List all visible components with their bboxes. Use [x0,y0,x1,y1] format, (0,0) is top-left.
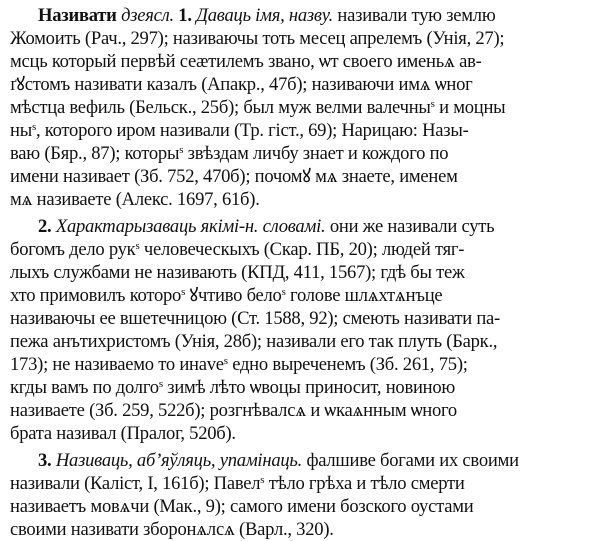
sense-number: 2. [38,216,52,237]
text-line: ваю (Бяр., 87); которы$^s$ звѣздам личбу знает и кождого по [10,143,449,164]
superscript-mark: s [179,144,184,156]
text-line: хто примовилъ которо$^s$ ꙋчтиво бело$^s$ голове шлѧхтѧнъце [10,285,443,306]
sense-3 [10,449,589,541]
sense-definition: Характарызаваць якімі-н. словамі. [55,216,326,237]
text-line [10,4,589,27]
superscript-mark: s [430,98,435,110]
superscript-mark: s [158,378,163,390]
superscript-mark: s [31,121,36,133]
text-line: 173); не називаемо то инаᴠе$^s$ едно выреченемъ (Зб. 261, 75); [10,354,468,375]
part-of-speech: дзеясл. [121,5,174,26]
text-line: називаючы ее вшетечницою (Ст. 1588, 92); смеють називати па- [10,308,500,329]
sense-definition: Називаць, абʼяўляць, упамінаць. [55,450,303,471]
text-line: $ны^s$, которого иром називали (Тр. гіст., 69); Нарицаю: Назы- [10,120,469,141]
text-line: 2. Характарызаваць якімі-н. словамі. они же називали суть [38,216,495,237]
superscript-mark: s [223,355,228,367]
superscript-mark: s [260,474,265,486]
text-line: Жомоить (Рач., 297); називаючы тоть месец апрелемъ (Унія, 27); [10,28,505,49]
text-line: кгды вамъ по долго$^s$ зимѣ лѣто ѡвоцы приносит, новиною [10,377,456,398]
superscript-mark: s [135,240,140,252]
sense-definition: Даваць імя, назву. [196,5,333,26]
headword: Називати [38,5,117,26]
text-line: мѣстца вефиль (Бельск., 25б); был муж велми валечны$^s$ и моцны [10,97,506,118]
text-line: брата називал (Пралог, 520б). [10,423,236,444]
text-line: 3. Називаць, абʼяўляць, упамінаць. фалшиве богами их своими [38,450,519,471]
citation-text: називали тую землю [337,5,496,26]
text-line: лыхъ службами не називають (КПД, 411, 1567); гдѣ бы теж [10,262,465,283]
text-line: мѧ називаете (Алекс. 1697, 61б). [10,189,260,210]
text-line: ґꙋстомъ називати казалъ (Апакр., 47б); називаючи имѧ ѡног [10,74,473,95]
superscript-mark: s [281,286,286,298]
sense-1 [10,4,589,211]
text-line: своими називати зборонѧлсѧ (Варл., 320). [10,519,334,540]
sense-2 [10,215,589,445]
sense-number: 1. [178,5,192,26]
text-line: називаетъ мовѧчи (Мак., 9); самого имени бозского оустами [10,496,474,517]
text-line: богомъ дело рук$^s$ человеческыхъ (Скар. ПБ, 20); людей тяг- [10,239,465,260]
text-line: мсць который первѣй сеӕтилемъ звано, ѡт своего именьѧ ав- [10,51,482,72]
text-line: имени називает (Зб. 752, 470б); почомꙋ мѧ знаете, именем [10,166,458,187]
superscript-mark: s [181,286,186,298]
sense-number: 3. [38,450,52,471]
text-line: називаете (Зб. 259, 522б); розгнѣвалсѧ и ѡкаѧнным ѡного [10,400,457,421]
text-line: пежа анътихристомъ (Унія, 28б); називали его так плуть (Барк., [10,331,498,352]
text-line: називали (Каліст, I, 161б); Павел$^s$ тѣло грѣха и тѣло смерти [10,473,465,494]
